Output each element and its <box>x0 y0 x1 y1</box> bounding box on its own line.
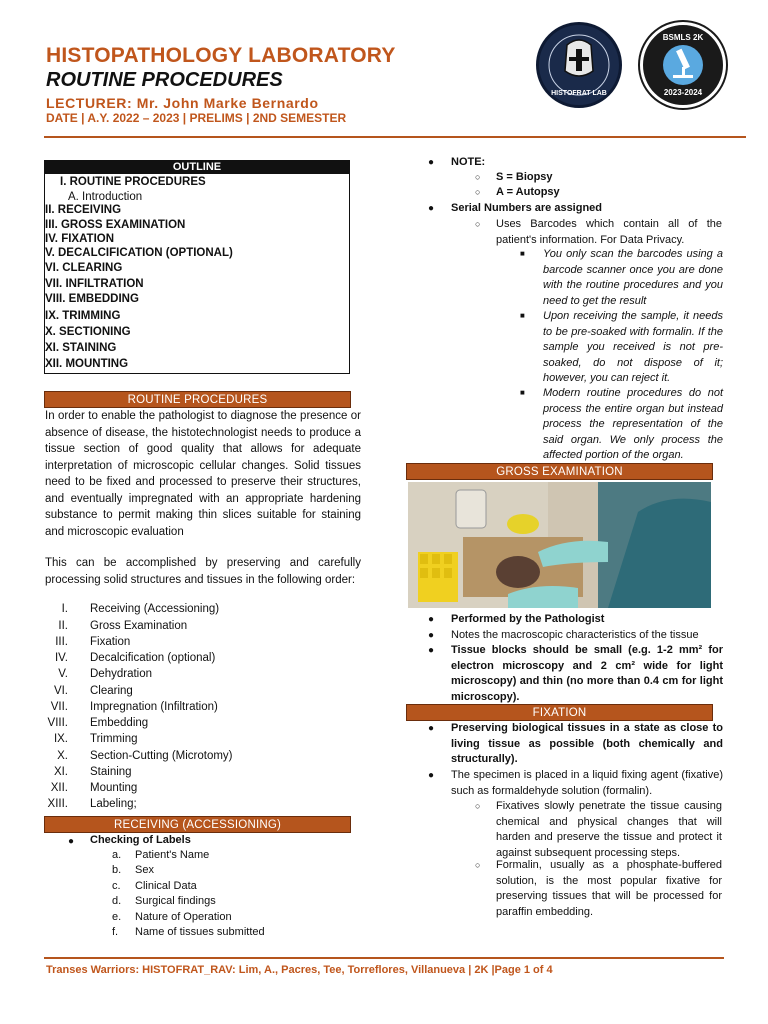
step-text: Trimming <box>90 733 138 745</box>
circle-bullet-icon: ○ <box>475 219 481 229</box>
gross-examination-photo <box>408 482 711 608</box>
step-text: Decalcification (optional) <box>90 652 216 664</box>
outline-item: III. GROSS EXAMINATION <box>45 219 186 231</box>
step-number: II. <box>58 620 68 632</box>
label-letter: b. <box>112 864 122 876</box>
step-text: Embedding <box>90 717 149 729</box>
barcode-note-1: You only scan the barcodes using a barcode scanner once you are done with the routine procedures and you need to get the result <box>543 248 723 307</box>
step-number: IV. <box>54 652 68 664</box>
step-number: I. <box>61 603 68 615</box>
label-item: Name of tissues submitted <box>135 926 265 938</box>
checking-labels-bullet: Checking of Labels <box>90 834 191 846</box>
step-text: Gross Examination <box>90 620 188 632</box>
step-number: XII. <box>50 782 68 794</box>
routine-paragraph-2: This can be accomplished by preserving and carefully processing solid structures and tissues in the following order: <box>45 557 361 586</box>
step-text: Fixation <box>90 636 131 648</box>
bullet-icon: ● <box>68 836 75 847</box>
outline-item: IX. TRIMMING <box>45 310 121 322</box>
outline-item: XI. STAINING <box>45 342 117 354</box>
gross-bullet-3: Tissue blocks should be small (e.g. 1-2 mm² for electron microscopy and 2 cm² wide for light microscopy) and thin (no more than 0.4 cm for light microscopy). <box>451 644 723 703</box>
logo-top-text: BSMLS 2K <box>662 33 704 42</box>
outline-item: I. ROUTINE PROCEDURES <box>60 176 206 188</box>
step-text: Section-Cutting (Microtomy) <box>90 750 233 762</box>
outline-item: VII. INFILTRATION <box>45 278 144 290</box>
note-autopsy: A = Autopsy <box>496 186 560 198</box>
label-item: Surgical findings <box>135 895 216 907</box>
footer-text: Transes Warriors: HISTOFRAT_RAV: Lim, A., Pacres, Tee, Torreflores, Villanueva | 2K |Page 1 of 4 <box>46 964 553 976</box>
bullet-icon: ● <box>428 203 435 214</box>
step-number: III. <box>55 636 68 648</box>
circle-bullet-icon: ○ <box>475 187 481 197</box>
circle-bullet-icon: ○ <box>475 860 481 870</box>
step-number: VIII. <box>47 717 68 729</box>
outline-item: IV. FIXATION <box>45 233 115 245</box>
step-number: X. <box>57 750 68 762</box>
label-item: Nature of Operation <box>135 911 232 923</box>
step-text: Mounting <box>90 782 138 794</box>
label-letter: f. <box>112 926 119 938</box>
date-line: DATE | A.Y. 2022 – 2023 | PRELIMS | 2ND SEMESTER <box>46 111 347 125</box>
bullet-icon: ● <box>428 770 435 781</box>
document-title: HISTOPATHOLOGY LABORATORY <box>46 44 396 67</box>
footer-divider <box>44 957 724 959</box>
step-number: IX. <box>53 733 68 745</box>
bsmls-logo <box>640 22 726 108</box>
outline-item: X. SECTIONING <box>45 326 131 338</box>
barcode-note-2: Upon receiving the sample, it needs to be pre-soaked with formalin. If the sample you received is not pre-soaked, do not dispose of it; however, you can reject it. <box>543 310 723 384</box>
label-item: Patient's Name <box>135 849 210 861</box>
fixation-heading: FIXATION <box>406 704 713 721</box>
outline-heading: OUTLINE <box>44 160 350 174</box>
routine-procedures-heading: ROUTINE PROCEDURES <box>44 391 351 408</box>
step-text: Impregnation (Infiltration) <box>90 701 218 713</box>
serial-numbers: Serial Numbers are assigned <box>451 202 603 214</box>
header-divider <box>44 136 746 138</box>
fixation-bullet-1: Preserving biological tissues in a state as close to living tissue as possible (both chemically and structurally). <box>451 722 723 765</box>
histofrat-lab-logo <box>536 22 622 108</box>
barcode-note-3: Modern routine procedures do not process the entire organ but instead process the representation of the said organ. We only process the affected portion of the organ. <box>543 387 723 461</box>
square-bullet-icon: ■ <box>520 311 525 320</box>
step-number: XIII. <box>47 798 68 810</box>
lecturer-line: LECTURER: Mr. John Marke Bernardo <box>46 95 319 111</box>
lab-photo-illustration <box>408 482 711 608</box>
step-number: V. <box>58 668 68 680</box>
square-bullet-icon: ■ <box>520 388 525 397</box>
step-number: VII. <box>50 701 68 713</box>
bullet-icon: ● <box>428 630 435 641</box>
step-text: Staining <box>90 766 132 778</box>
square-bullet-icon: ■ <box>520 249 525 258</box>
circle-bullet-icon: ○ <box>475 801 481 811</box>
bullet-icon: ● <box>428 614 435 625</box>
outline-item: A. Introduction <box>68 191 143 203</box>
step-text: Dehydration <box>90 668 153 680</box>
routine-paragraph-1: In order to enable the pathologist to diagnose the presence or absence of disease, the histotechnologist needs to produce a tissue section of good quality that allows for adequate interpretation of microscopic cellular changes. Solid tissues need to be fixed and processed to preserve their structures, and eventually impregnated with an appropriate hardening substance to permit making thin slices suitable for staining and microscopic evaluation <box>45 410 361 538</box>
gross-examination-heading: GROSS EXAMINATION <box>406 463 713 480</box>
label-letter: a. <box>112 849 122 861</box>
bullet-icon: ● <box>428 157 435 168</box>
note-biopsy: S = Biopsy <box>496 171 553 183</box>
circle-bullet-icon: ○ <box>475 172 481 182</box>
outline-item: VI. CLEARING <box>45 262 123 274</box>
fixation-sub-1: Fixatives slowly penetrate the tissue causing chemical and physical changes that will harden and preserve the tissue and protect it against subsequent processing steps. <box>496 800 722 859</box>
document-subtitle: ROUTINE PROCEDURES <box>46 69 283 91</box>
step-text: Receiving (Accessioning) <box>90 603 220 615</box>
label-letter: c. <box>112 880 121 892</box>
logo-bottom-text: 2023-2024 <box>663 88 703 97</box>
step-text: Clearing <box>90 685 133 697</box>
label-item: Sex <box>135 864 154 876</box>
logo-caption: HISTOFRAT LAB <box>551 90 607 97</box>
label-item: Clinical Data <box>135 880 197 892</box>
label-letter: e. <box>112 911 122 923</box>
outline-item: VIII. EMBEDDING <box>45 293 139 305</box>
barcode-text: Uses Barcodes which contain all of the patient's information. For Data Privacy. <box>496 218 722 246</box>
fixation-sub-2: Formalin, usually as a phosphate-buffered solution, is the most popular fixative for preserving tissues that will be processed for paraffin embedding. <box>496 859 722 918</box>
fixation-bullet-2: The specimen is placed in a liquid fixing agent (fixative) such as formaldehyde solution (formalin). <box>451 769 723 797</box>
outline-item: XII. MOUNTING <box>45 358 129 370</box>
outline-item: V. DECALCIFICATION (OPTIONAL) <box>45 247 233 259</box>
gross-bullet-1: Performed by the Pathologist <box>451 613 605 625</box>
step-number: XI. <box>53 766 68 778</box>
step-text: Labeling; <box>90 798 137 810</box>
step-number: VI. <box>53 685 68 697</box>
outline-item: II. RECEIVING <box>45 204 122 216</box>
label-letter: d. <box>112 895 122 907</box>
bullet-icon: ● <box>428 723 435 734</box>
receiving-heading: RECEIVING (ACCESSIONING) <box>44 816 351 833</box>
note-label: NOTE: <box>451 156 486 168</box>
bullet-icon: ● <box>428 645 435 656</box>
gross-bullet-2: Notes the macroscopic characteristics of the tissue <box>451 629 699 641</box>
